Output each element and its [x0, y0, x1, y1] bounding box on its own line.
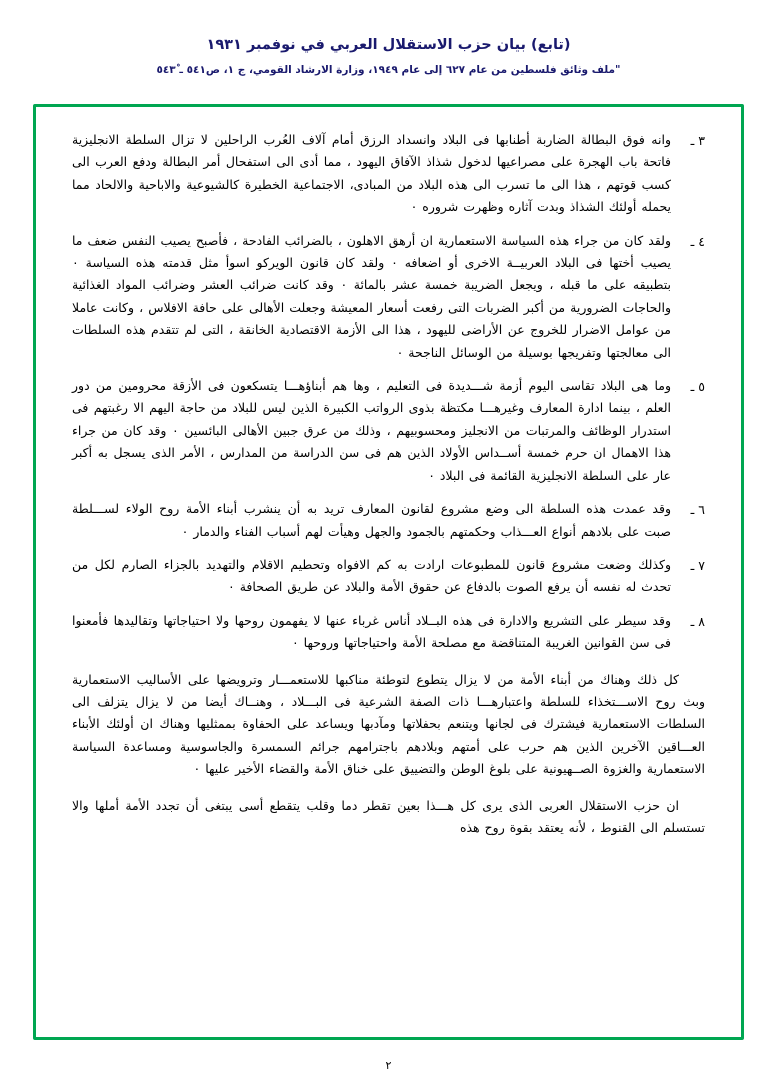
paragraph-marker: ٨ ـ	[690, 613, 705, 629]
paragraph-text: كل ذلك وهناك من أبناء الأمة من لا يزال يتطوع لتوطئة مناكبها للاستعمـــار وترويضها على الأساليب الاستعمارية وبث روح الاســـتخذاء للسلطة واعتبارهـــا ذات الصفة الشرعية فى البـــلاد ، وهنــاك أيضا من لا يزال يتزلف الى السلطات الاستعمارية فيشترك فى لجانها ويتنعم بحفلاتها ومآدبها ويساعد على الحفاوة بممثليها وهناك ان أولئك الأبناء العـــاقين الآخرين الذين هم حرب على أمتهم وبلادهم باجترامهم جرائم السمسرة والجاسوسية ومساعدة السياسة الاستعمارية والغزوة الصــهيونية على بلوغ الوطن والتضييق على خناق الأمة والقضاء الأخير عليها ٠	[72, 671, 705, 777]
paragraph-marker: ٥ ـ	[690, 379, 705, 395]
paragraph-item	[72, 375, 705, 487]
paragraph-item	[72, 129, 705, 219]
paragraph-text: وقد عمدت هذه السلطة الى وضع مشروع لقانون المعارف تريد به أن ينشرب أبناء الأمة روح الولاء لســـلطة صبت على بلادهم أنواع العـــذاب وحكمتهم بالجمود والجهل وهيأت لهم أسباب الفناء والدمار ٠	[72, 501, 671, 539]
paragraph-item	[72, 230, 705, 364]
paragraph-marker: ٧ ـ	[690, 557, 705, 573]
paragraph-marker: ٤ ـ	[690, 233, 705, 249]
paragraph-text: ان حزب الاستقلال العربى الذى يرى كل هـــذا بعين تقطر دما وقلب يتقطع أسى يبتغى أن تجدد الأمة أملها والا تستسلم الى القنوط ، لأنه يعتقد بقوة روح هذه	[72, 797, 705, 835]
page-source-citation: "ملف وثائق فلسطين من عام ٦٢٧ إلى عام ١٩٤٩، وزارة الارشاد القومي، ج ١، ص٥٤١ ـ ٥٤٣ْ	[156, 63, 621, 76]
paragraph-item	[72, 554, 705, 599]
paragraph-text: وكذلك وضعت مشروع قانون للمطبوعات ارادت به كم الافواه وتحطيم الاقلام والتهديد بالجزاء الصارم لكل من تحدث له نفسه أن يرفع الصوت بالدفاع عن حقوق الأمة والبلاد عن طريق الصحافة ٠	[72, 556, 671, 595]
paragraph-item	[72, 669, 705, 781]
paragraph-item	[72, 498, 705, 543]
paragraph-text: وانه فوق البطالة الضاربة أطنابها فى البلاد وانسداد الرزق أمام آلاف العُرب الراحلين لا تزال السلطة الانجليزية فاتحة باب الهجرة على مصراعيها لدخول شذاذ الآفاق اليهود ، مما أدى الى استفحال أمر البطالة ودفع العرب الى كسب قوتهم ، هذا الى ما تسرب الى هذه البلاد من المبادى، الاجتماعية الخطيرة كالشيوعية والاباحية والالحاد مما يحمله أولئك الشذاذ وبدت آثاره وظهرت شروره ٠	[72, 132, 671, 215]
paragraph-text: وقد سيطر على التشريع والادارة فى هذه البــلاد أناس غرباء عنها لا يفهمون روحها ولا احتياجاتها وتقاليدها فأمعنوا فى سن القوانين الغريبة المتناقضة مع مصلحة الأمة واحتياجاتها وروحها ٠	[72, 612, 671, 651]
content-body	[36, 107, 741, 860]
page-header	[0, 0, 777, 77]
page-number: ٢	[385, 1059, 392, 1072]
paragraph-item	[72, 610, 705, 655]
content-frame	[33, 104, 744, 1040]
paragraph-item	[72, 795, 705, 840]
paragraph-marker: ٦ ـ	[690, 502, 705, 518]
paragraph-marker: ٣ ـ	[690, 133, 705, 148]
page-title: (تابع) بيان حزب الاستقلال العربي في نوفمبر ١٩٣١	[206, 37, 571, 53]
paragraph-text: ولقد كان من جراء هذه السياسة الاستعمارية ان أرهق الاهلون ، بالضرائب الفادحة ، فأصبح يصيب النفس ضعف ما يصيب أختها فى البلاد العربيــة الاخرى أو اضعافه ٠ ولقد كان قانون الويركو اسوأ مثل قدمته هذه السياسة ٠ بتطبيقه على ما قبله ، ويجعل الضريبة خمسة عشر بالمائة ٠ وقد كانت ضرائب العشر وضرائب المواد الغذائية والحاجات الضرورية من أكبر الضربات التى رفعت أسعار المعيشة وجعلت الأهالى على حافة الافلاس ، وكانت عاملا من عوامل الاضرار للخروج عن الأراضى لليهود ، هذا الى الأزمة الاقتصادية الخانقة ، التى لم تتقدم هذه السلطات الى معالجتها وتفريجها بوسيلة من الوسائل الناجحة ٠	[72, 232, 672, 360]
paragraph-text: وما هى البلاد تقاسى اليوم أزمة شـــديدة فى التعليم ، وها هم أبناؤهـــا يتسكعون فى الأزقة محرومين من دور العلم ، بينما ادارة المعارف وغيرهـــا مكتظة بذوى الرواتب الكبيرة الذين ليس للبلاد من حاجة اليهم الا رغبتهم فى استدرار الوظائف والمرتبات من الانجليز ومحسوبيهم ، وذلك من عرق جبين الأهالى البائسين ٠ وقد كان من جراء هذا الاهمال ان حرم خمسة أســداس الأولاد الذين هم فى سن الدراسة من المدارس ، الأمر الذى يسجل به أكبر عار على السلطة الانجليزية القائمة فى البلاد ٠	[72, 378, 671, 483]
